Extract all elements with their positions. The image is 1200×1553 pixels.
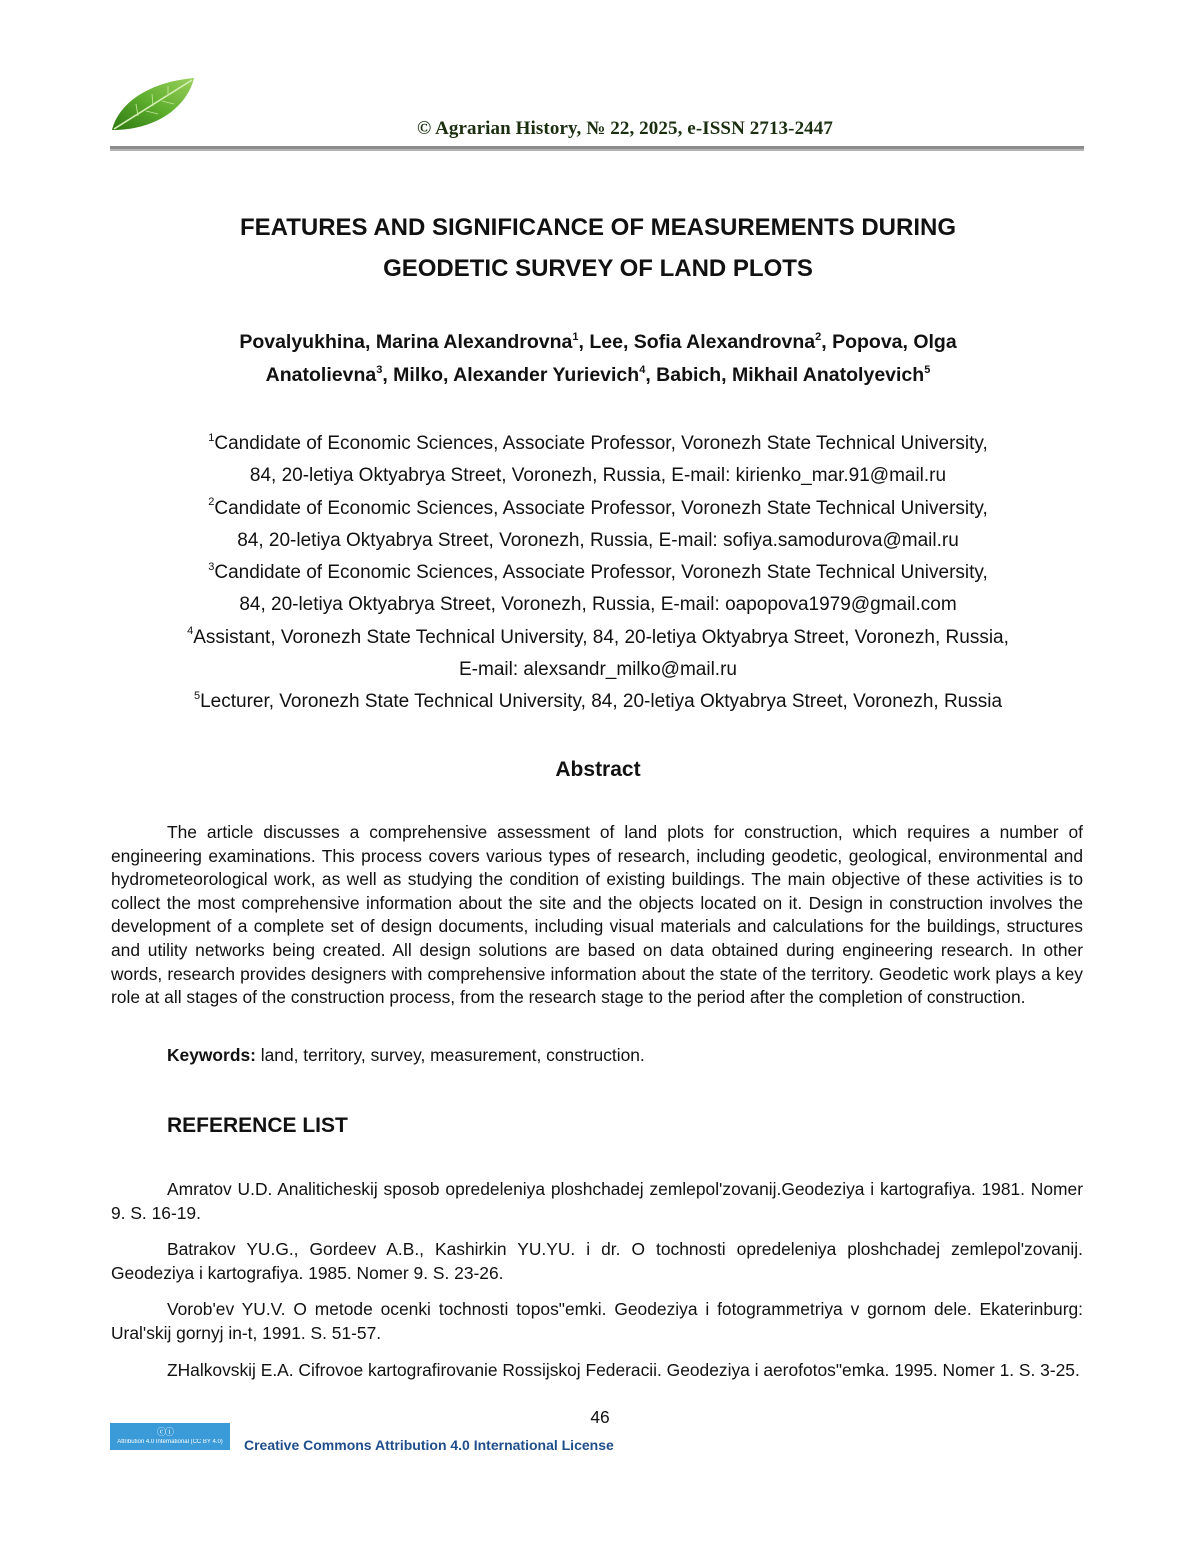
- author-name: Popova, Olga: [832, 331, 957, 353]
- author-sup: 4: [639, 363, 646, 376]
- author-line-1: Povalyukhina, Marina Alexandrovna$^1$, Lee, Sofia Alexandrovna$^2$, Popova, Olga: [239, 330, 957, 353]
- author-list: [110, 326, 1086, 392]
- license-link[interactable]: Creative Commons Attribution 4.0 International License: [244, 1437, 614, 1453]
- reference-item: Batrakov YU.G., Gordeev A.B., Kashirkin YU.YU. i dr. O tochnosti opredeleniya ploshchadej zemlepol'zovanij. Geodeziya i kartografiya. 1985. Nomer 9. S. 23-26.: [111, 1239, 1083, 1283]
- abstract-heading: Abstract: [555, 758, 641, 781]
- author-sup: 5: [924, 363, 931, 376]
- affiliation-1-address: 84, 20-letiya Oktyabrya Street, Voronezh, Russia, E-mail: kirienko_mar.91@mail.ru: [249, 465, 947, 487]
- author-sup: 3: [376, 363, 383, 376]
- cc-license-badge[interactable]: [110, 1423, 230, 1450]
- article-title: [110, 207, 1086, 289]
- abstract-text: The article discusses a comprehensive assessment of land plots for construction, which requires a number of engineering examinations. This process covers various types of research, including geodetic, geological, environmental and hydrometeorological work, as well as studying the condition of existing buildings. The main objective of these activities is to collect the most comprehensive information about the site and the objects located on it. Design in construction involves the development of a complete set of design documents, including visual materials and calculations for the buildings, structures and utility networks being created. All design solutions are based on data obtained during engineering research. In other words, research provides designers with comprehensive information about the state of the territory. Geodetic work plays a key role at all stages of the construction process, from the research stage to the period after the completion of construction.: [111, 822, 1083, 1008]
- author-name: Milko, Alexander Yurievich: [393, 364, 640, 386]
- author-name: Babich, Mikhail Anatolyevich: [656, 364, 925, 386]
- author-name: Lee, Sofia Alexandrovna: [589, 331, 816, 353]
- cc-by-icon: ⓒⓘ: [157, 1427, 174, 1437]
- affiliation-4: $^4$Assistant, Voronezh State Technical University, 84, 20-letiya Oktyabrya Street, Voronezh, Russia,: [187, 625, 1009, 648]
- author-line-2: Anatolievna$^3$, Milko, Alexander Yurievich$^4$, Babich, Mikhail Anatolyevich$^5$: [265, 363, 931, 386]
- author-name: Povalyukhina, Marina Alexandrovna: [239, 331, 573, 353]
- keywords-text: land, territory, survey, measurement, construction.: [255, 1045, 645, 1065]
- reference-item: Amratov U.D. Analiticheskij sposob opredeleniya ploshchadej zemlepol'zovanij.Geodeziya i kartografiya. 1981. Nomer 9. S. 16-19.: [111, 1179, 1083, 1223]
- affiliation-4-address: E-mail: alexsandr_milko@mail.ru: [459, 659, 737, 681]
- affiliations: [110, 428, 1086, 719]
- cc-badge-text: Attribution 4.0 International (CC BY 4.0): [117, 1439, 223, 1445]
- reference-list: [111, 1178, 1083, 1395]
- keywords-label: Keywords:: [167, 1045, 256, 1065]
- affiliation-2-address: 84, 20-letiya Oktyabrya Street, Voronezh, Russia, E-mail: sofiya.samodurova@mail.ru: [237, 529, 959, 551]
- author-name: Anatolievna: [265, 364, 377, 386]
- affiliation-3: $^3$Candidate of Economic Sciences, Associate Professor, Voronezh State Technical University,: [208, 560, 988, 584]
- affiliation-5: $^5$Lecturer, Voronezh State Technical University, 84, 20-letiya Oktyabrya Street, Voronezh, Russia: [193, 690, 1003, 713]
- author-sup: 2: [815, 330, 822, 343]
- header-rule: [110, 146, 1084, 151]
- keywords: [167, 1045, 645, 1066]
- reference-item: ZHalkovskij E.A. Cifrovoe kartografirovanie Rossijskoj Federacii. Geodeziya i aerofotos"emka. 1995. Nomer 1. S. 3-25.: [167, 1359, 1080, 1380]
- journal-header: © Agrarian History, № 22, 2025, e-ISSN 2713-2447: [417, 118, 833, 139]
- affiliation-2: $^2$Candidate of Economic Sciences, Associate Professor, Voronezh State Technical University,: [208, 496, 988, 519]
- affiliation-3-address: 84, 20-letiya Oktyabrya Street, Voronezh, Russia, E-mail: oapopova1979@gmail.com: [239, 594, 957, 616]
- reference-item: Vorob'ev YU.V. O metode ocenki tochnosti topos"emki. Geodeziya i fotogrammetriya v gornom dele. Ekaterinburg: Ural'skij gornyj in-t, 1991. S. 51-57.: [111, 1299, 1083, 1343]
- reference-list-heading: REFERENCE LIST: [167, 1114, 348, 1137]
- author-sup: 1: [572, 330, 579, 343]
- title-line-2: GEODETIC SURVEY OF LAND PLOTS: [383, 255, 813, 282]
- affiliation-1: $^1$Candidate of Economic Sciences, Associate Professor, Voronezh State Technical University,: [208, 431, 988, 454]
- title-line-1: FEATURES AND SIGNIFICANCE OF MEASUREMENTS DURING: [239, 214, 956, 241]
- page-number: 46: [590, 1407, 610, 1427]
